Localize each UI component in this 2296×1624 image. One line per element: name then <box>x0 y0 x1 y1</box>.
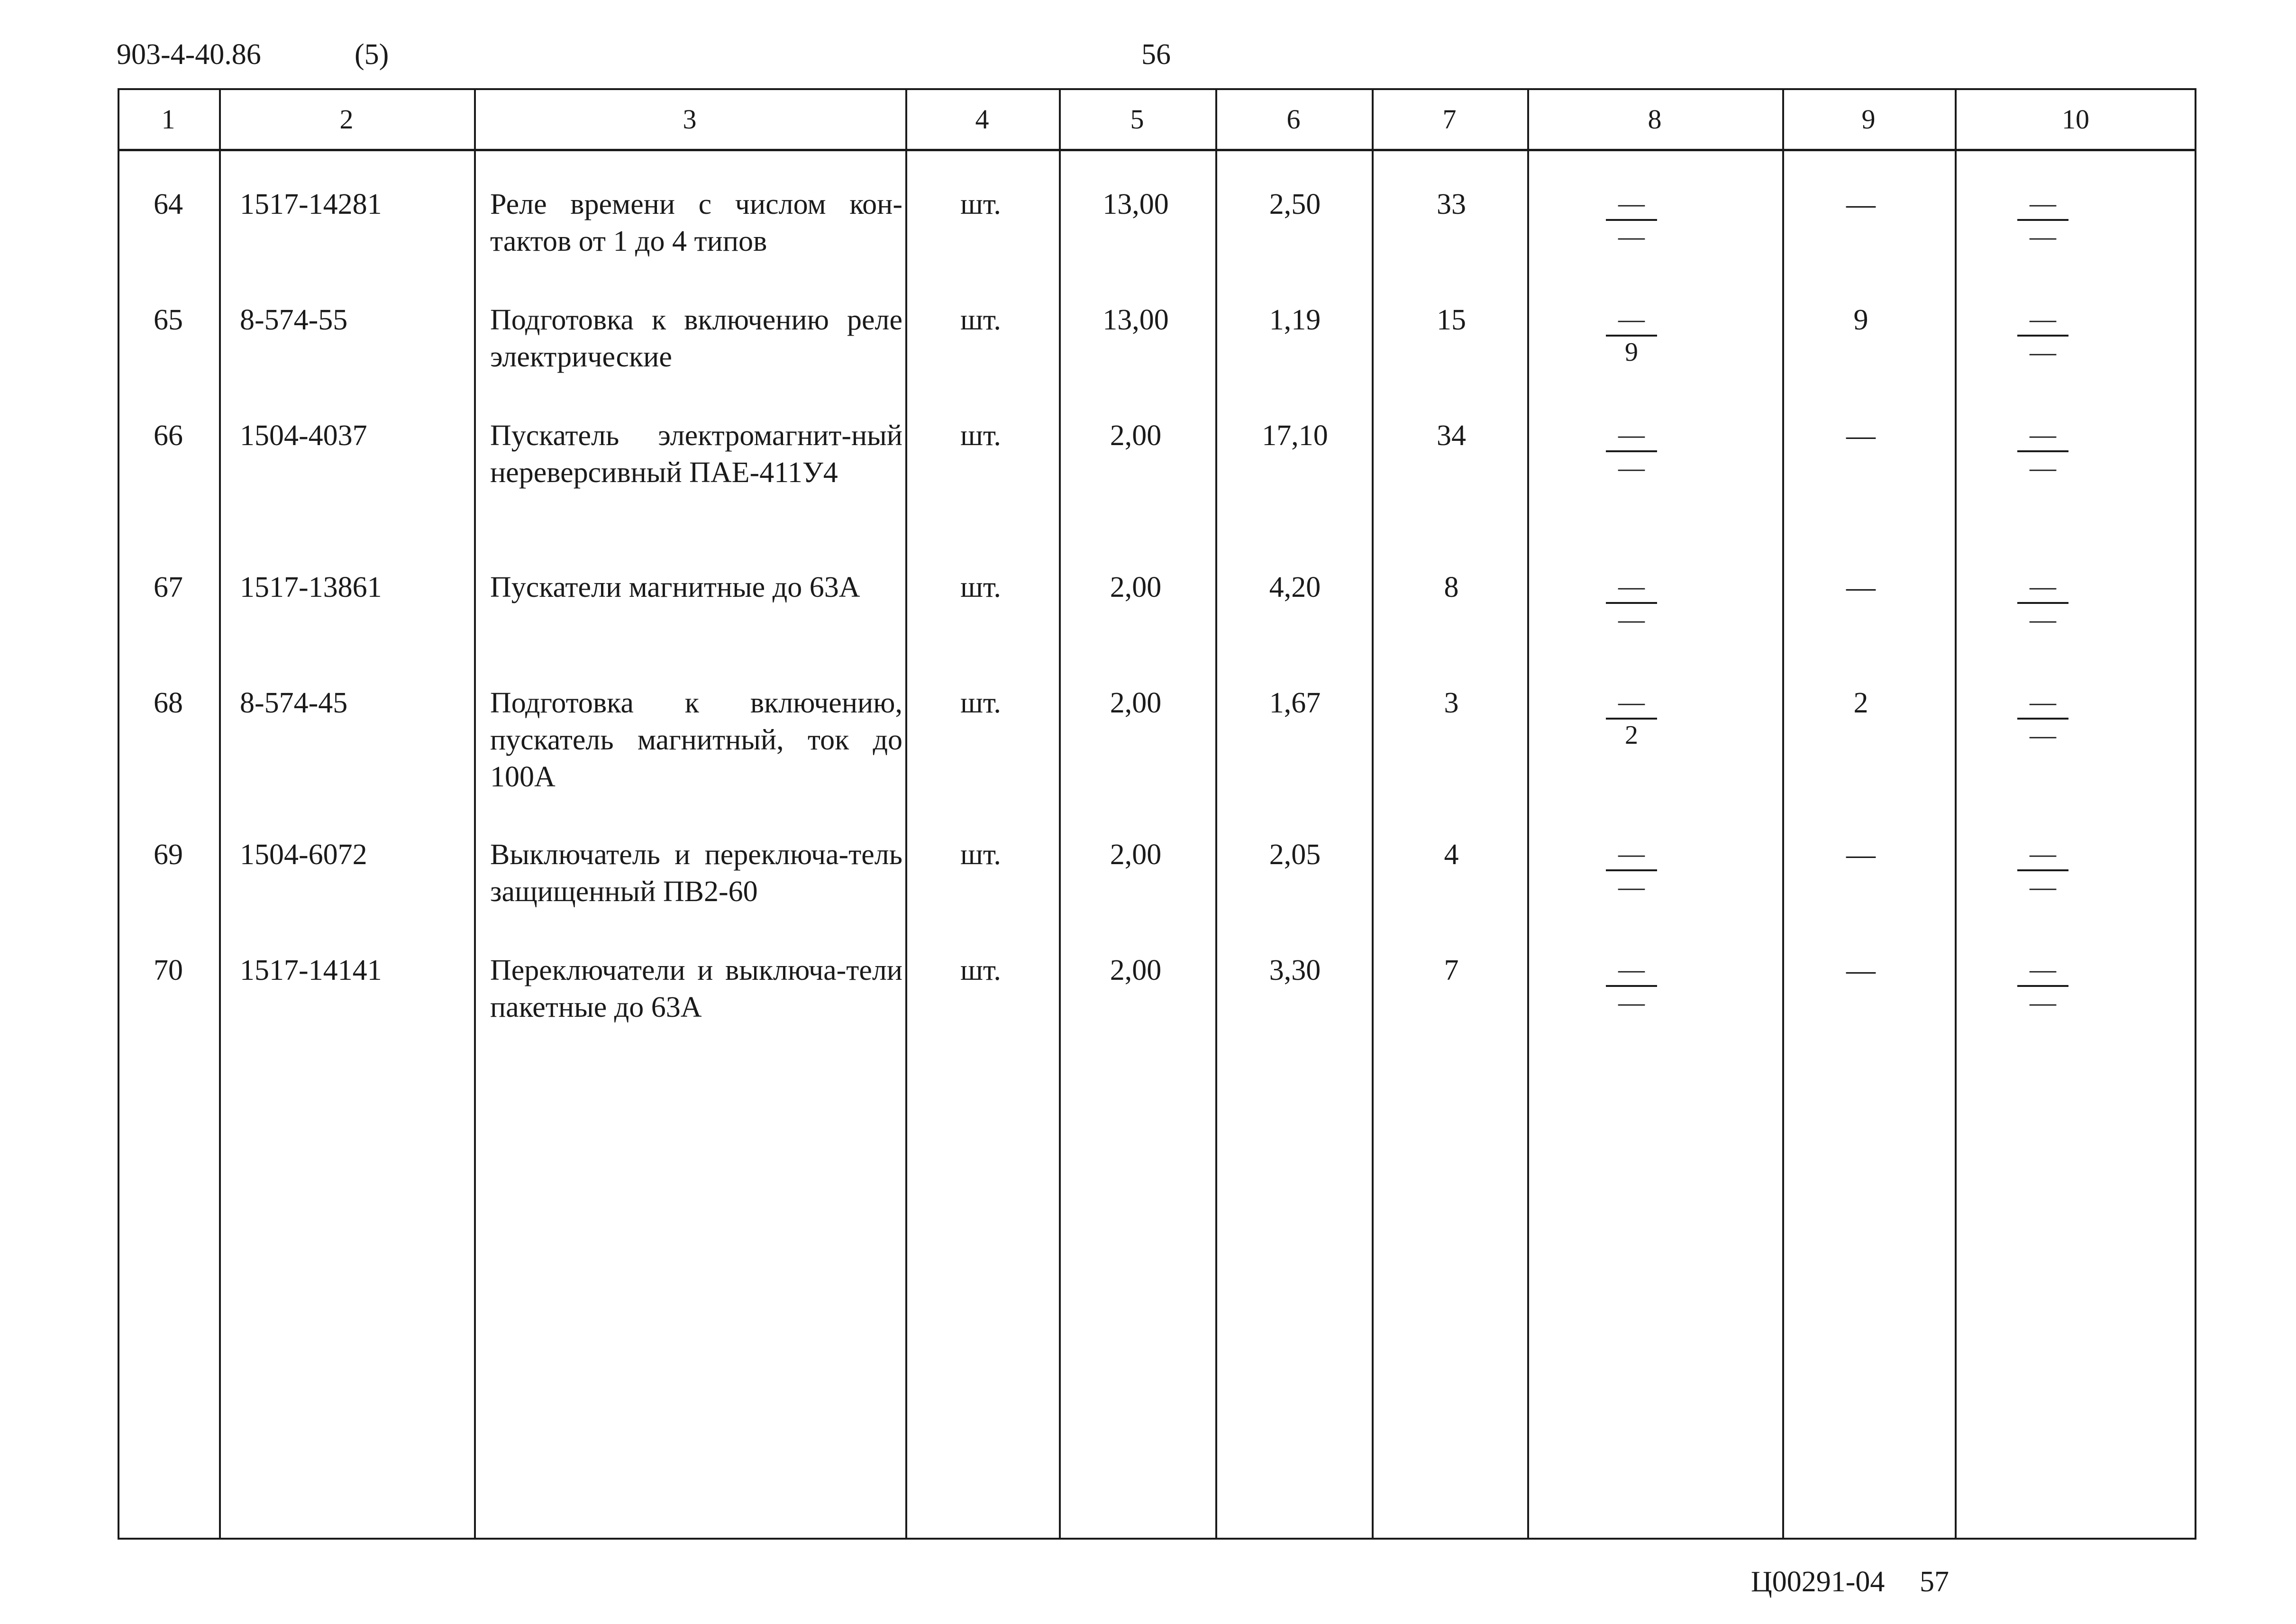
column-header: 8 <box>1648 103 1662 135</box>
column-border <box>1372 88 1374 1540</box>
column-10-fraction <box>2014 304 2071 367</box>
column-header: 5 <box>1130 103 1144 135</box>
column-10-fraction <box>2014 572 2071 634</box>
unit-price: 3,30 <box>1269 954 1321 986</box>
item-name: Подготовка к включению, пускатель магнитный, ток до 100А <box>490 687 902 793</box>
fraction-denominator: — <box>1618 872 1645 902</box>
fraction-bar <box>2017 602 2068 604</box>
item-name: Подготовка к включению реле электрические <box>490 304 902 373</box>
fraction-numerator: — <box>1618 304 1645 334</box>
fraction-numerator: — <box>2030 839 2056 868</box>
fraction-numerator: — <box>2030 955 2056 984</box>
total: 15 <box>1437 304 1466 336</box>
fraction-numerator: — <box>1618 955 1645 984</box>
page-number: 56 <box>1141 38 1171 71</box>
column-9-value: — <box>1846 571 1876 603</box>
fraction-denominator: — <box>2030 453 2056 483</box>
fraction-denominator: — <box>2030 872 2056 902</box>
total: 3 <box>1444 687 1459 719</box>
fraction-bar <box>1606 602 1657 604</box>
unit-price: 2,05 <box>1269 839 1321 871</box>
document-code: 903-4-40.86 <box>117 38 261 71</box>
fraction-denominator: — <box>1618 222 1645 251</box>
unit: шт. <box>960 571 1001 603</box>
column-9-value: — <box>1846 420 1876 452</box>
column-9-value: — <box>1846 839 1876 871</box>
column-9-value: 2 <box>1853 687 1868 719</box>
fraction-bar <box>1606 450 1657 452</box>
column-10-fraction <box>2014 420 2071 483</box>
column-8-fraction <box>1603 839 1660 902</box>
fraction-denominator: — <box>1618 453 1645 483</box>
fraction-denominator: — <box>2030 721 2056 750</box>
quantity: 2,00 <box>1110 571 1162 603</box>
estimate-table <box>118 88 2196 1540</box>
row-number: 64 <box>154 188 183 220</box>
fraction-bar <box>1606 985 1657 987</box>
fraction-bar <box>2017 869 2068 871</box>
rate-code: 1517-14141 <box>240 954 382 986</box>
fraction-denominator: 9 <box>1625 338 1638 367</box>
row-number: 66 <box>154 420 183 452</box>
column-8-fraction <box>1603 420 1660 483</box>
total: 33 <box>1437 188 1466 220</box>
unit-price: 2,50 <box>1269 188 1321 220</box>
column-header: 3 <box>683 103 697 135</box>
fraction-numerator: — <box>1618 572 1645 601</box>
item-name: Переключатели и выключа-тели пакетные до 63А <box>490 954 902 1023</box>
fraction-numerator: — <box>2030 189 2056 218</box>
column-header: 6 <box>1286 103 1301 135</box>
fraction-bar <box>2017 219 2068 221</box>
table-bottom-border <box>118 1538 2196 1540</box>
total: 7 <box>1444 954 1459 986</box>
column-header: 1 <box>161 103 175 135</box>
unit: шт. <box>960 188 1001 220</box>
row-number: 70 <box>154 954 183 986</box>
item-name: Пускатель электромагнит-ный нереверсивный ПАЕ-411У4 <box>490 420 902 489</box>
fraction-denominator: — <box>2030 988 2056 1017</box>
quantity: 2,00 <box>1110 839 1162 871</box>
rate-code: 1517-13861 <box>240 571 382 603</box>
fraction-bar <box>1606 335 1657 337</box>
column-8-fraction <box>1603 955 1660 1017</box>
unit-price: 4,20 <box>1269 571 1321 603</box>
rate-code: 1504-6072 <box>240 839 367 871</box>
fraction-numerator: — <box>1618 189 1645 218</box>
column-10-fraction <box>2014 189 2071 251</box>
fraction-bar <box>2017 335 2068 337</box>
fraction-numerator: — <box>1618 687 1645 717</box>
unit-price: 1,19 <box>1269 304 1321 336</box>
total: 4 <box>1444 839 1459 871</box>
unit: шт. <box>960 687 1001 719</box>
rate-code: 1517-14281 <box>240 188 382 220</box>
column-8-fraction <box>1603 572 1660 634</box>
quantity: 13,00 <box>1102 304 1169 336</box>
rate-code: 8-574-45 <box>240 687 348 719</box>
quantity: 2,00 <box>1110 420 1162 452</box>
fraction-denominator: — <box>2030 605 2056 634</box>
row-number: 69 <box>154 839 183 871</box>
fraction-numerator: — <box>2030 687 2056 717</box>
fraction-bar <box>2017 718 2068 720</box>
fraction-denominator: — <box>1618 988 1645 1017</box>
quantity: 13,00 <box>1102 188 1169 220</box>
column-header: 9 <box>1861 103 1876 135</box>
unit: шт. <box>960 954 1001 986</box>
column-10-fraction <box>2014 839 2071 902</box>
rate-code: 8-574-55 <box>240 304 348 336</box>
fraction-denominator: — <box>2030 222 2056 251</box>
total: 34 <box>1437 420 1466 452</box>
total: 8 <box>1444 571 1459 603</box>
column-header: 4 <box>975 103 989 135</box>
fraction-denominator: 2 <box>1625 721 1638 750</box>
row-number: 68 <box>154 687 183 719</box>
column-10-fraction <box>2014 955 2071 1017</box>
column-8-fraction <box>1603 687 1660 750</box>
column-8-fraction <box>1603 304 1660 367</box>
quantity: 2,00 <box>1110 687 1162 719</box>
fraction-numerator: — <box>1618 420 1645 449</box>
column-border <box>2195 88 2196 1540</box>
item-name: Пускатели магнитные до 63А <box>490 571 860 603</box>
column-border <box>1955 88 1957 1540</box>
column-border <box>1215 88 1217 1540</box>
fraction-numerator: — <box>2030 572 2056 601</box>
row-number: 67 <box>154 571 183 603</box>
footer-page-number: 57 <box>1920 1566 1949 1598</box>
footer-code: Ц00291-04 <box>1751 1566 1885 1598</box>
quantity: 2,00 <box>1110 954 1162 986</box>
fraction-bar <box>1606 869 1657 871</box>
fraction-numerator: — <box>2030 304 2056 334</box>
column-border <box>219 88 221 1540</box>
column-header: 10 <box>2062 103 2089 135</box>
column-header: 7 <box>1442 103 1457 135</box>
unit-price: 17,10 <box>1262 420 1328 452</box>
unit: шт. <box>960 304 1001 336</box>
fraction-numerator: — <box>2030 420 2056 449</box>
fraction-numerator: — <box>1618 839 1645 868</box>
column-10-fraction <box>2014 687 2071 750</box>
document-section: (5) <box>355 38 389 71</box>
column-8-fraction <box>1603 189 1660 251</box>
column-9-value: — <box>1846 954 1876 986</box>
column-9-value: 9 <box>1853 304 1868 336</box>
column-border <box>474 88 476 1540</box>
unit: шт. <box>960 420 1001 452</box>
item-name: Выключатель и переключа-тель защищенный ПВ2-60 <box>490 839 902 908</box>
column-header: 2 <box>339 103 354 135</box>
fraction-bar <box>2017 450 2068 452</box>
unit: шт. <box>960 839 1001 871</box>
fraction-denominator: — <box>1618 605 1645 634</box>
fraction-denominator: — <box>2030 338 2056 367</box>
rate-code: 1504-4037 <box>240 420 367 452</box>
row-number: 65 <box>154 304 183 336</box>
column-9-value: — <box>1846 188 1876 220</box>
item-name: Реле времени с числом кон-тактов от 1 до 4 типов <box>490 188 902 257</box>
fraction-bar <box>1606 718 1657 720</box>
fraction-bar <box>2017 985 2068 987</box>
fraction-bar <box>1606 219 1657 221</box>
unit-price: 1,67 <box>1269 687 1321 719</box>
